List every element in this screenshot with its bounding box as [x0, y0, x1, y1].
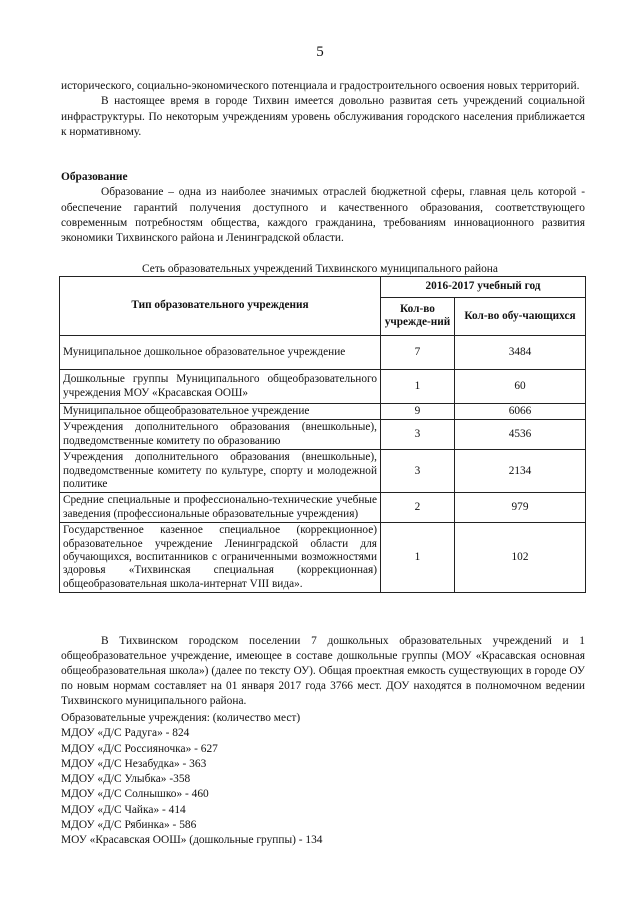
institution-count: 7 [381, 336, 455, 370]
list-item: МДОУ «Д/С Радуга» - 824 [61, 727, 190, 740]
preschool-paragraph: В Тихвинском городском поселении 7 дошкольных образовательных учреждений и 1 общеобразовательное учреждение, имеющее в составе дошкольные группы (МОУ «Красавская основная общеобразовательная школа») (далее по тексту ОУ). Общая проектная емкость существующих в городе ОУ по новым нормам составляет на 01 января 2017 года 3766 мест. ДОУ находятся в полномочном ведении Тихвинского муниципального района. [61, 635, 585, 707]
institution-type: Учреждения дополнительного образования (внешкольные), подведомственные комитету по образованию [60, 420, 381, 450]
table-row [60, 420, 586, 450]
institution-count: 2 [381, 493, 455, 523]
institution-count: 3 [381, 420, 455, 450]
institution-count: 1 [381, 370, 455, 404]
institution-type: Средние специальные и профессионально-технические учебные заведения (профессиональные образовательные учреждения) [60, 493, 381, 523]
list-item: МДОУ «Д/С Россияночка» - 627 [61, 742, 218, 755]
institution-type: Учреждения дополнительного образования (внешкольные), подведомственные комитету по культуре, спорту и молодежной политике [60, 450, 381, 493]
institution-count: 3 [381, 450, 455, 493]
header-year: 2016-2017 учебный год [381, 277, 586, 298]
student-count: 102 [455, 523, 586, 593]
table-row [60, 450, 586, 493]
student-count: 6066 [455, 404, 586, 420]
student-count: 60 [455, 370, 586, 404]
list-item: МДОУ «Д/С Чайка» - 414 [61, 803, 186, 816]
student-count: 979 [455, 493, 586, 523]
intro-paragraph-2: В настоящее время в городе Тихвин имеется довольно развитая сеть учреждений социальной инфраструктуры. По некоторым учреждениям уровень обслуживания городского населения приближается к нормативному. [61, 95, 585, 138]
education-section [61, 170, 585, 246]
table-row [60, 336, 586, 370]
intro-section [61, 79, 585, 140]
institution-type: Муниципальное дошкольное образовательное учреждение [60, 336, 381, 370]
list-title: Образовательные учреждения: (количество мест) [61, 712, 301, 724]
table-row [60, 404, 586, 420]
header-students: Кол-во обу-чающихся [455, 297, 586, 335]
list-item: МДОУ «Д/С Незабудка» - 363 [61, 757, 207, 770]
student-count: 2134 [455, 450, 586, 493]
institution-count: 9 [381, 404, 455, 420]
institution-type: Государственное казенное специальное (коррекционное) образовательное учреждение Ленинградской области для обучающихся, воспитанников с ограниченными возможностями здоровья «Тихвинская специальная (коррекционная) общеобразовательная школа-интернат VIII вида». [60, 523, 381, 593]
institution-list [61, 711, 323, 849]
list-item: МДОУ «Д/С Улыбка» -358 [61, 773, 191, 786]
after-table-section [61, 634, 585, 709]
page-number: 5 [316, 44, 324, 60]
institutions-table [59, 276, 586, 593]
header-count: Кол-во учрежде-ний [381, 297, 455, 335]
list-item: МДОУ «Д/С Рябинка» - 586 [61, 819, 197, 832]
intro-paragraph-1: исторического, социально-экономического потенциала и градостроительного освоения новых территорий. [61, 80, 580, 92]
education-heading: Образование [61, 171, 128, 183]
table-caption: Сеть образовательных учреждений Тихвинского муниципального района [142, 263, 498, 275]
list-item: МДОУ «Д/С Солнышко» - 460 [61, 788, 209, 801]
header-type: Тип образовательного учреждения [60, 277, 381, 336]
table-row [60, 523, 586, 593]
institution-type: Муниципальное общеобразовательное учреждение [60, 404, 381, 420]
education-paragraph: Образование – одна из наиболее значимых отраслей бюджетной сферы, главная цель которой - обеспечение гарантий получения доступного и качественного образования, соответствующего современным потребностям общества, каждого гражданина, требованиям инновационного развития экономики Тихвинского района и Ленинградской области. [61, 186, 585, 245]
table-row [60, 370, 586, 404]
institution-type: Дошкольные группы Муниципального общеобразовательного учреждения МОУ «Красавская ООШ» [60, 370, 381, 404]
student-count: 4536 [455, 420, 586, 450]
student-count: 3484 [455, 336, 586, 370]
list-item: МОУ «Красавская ООШ» (дошкольные группы) - 134 [61, 834, 323, 847]
institution-count: 1 [381, 523, 455, 593]
table-row [60, 493, 586, 523]
